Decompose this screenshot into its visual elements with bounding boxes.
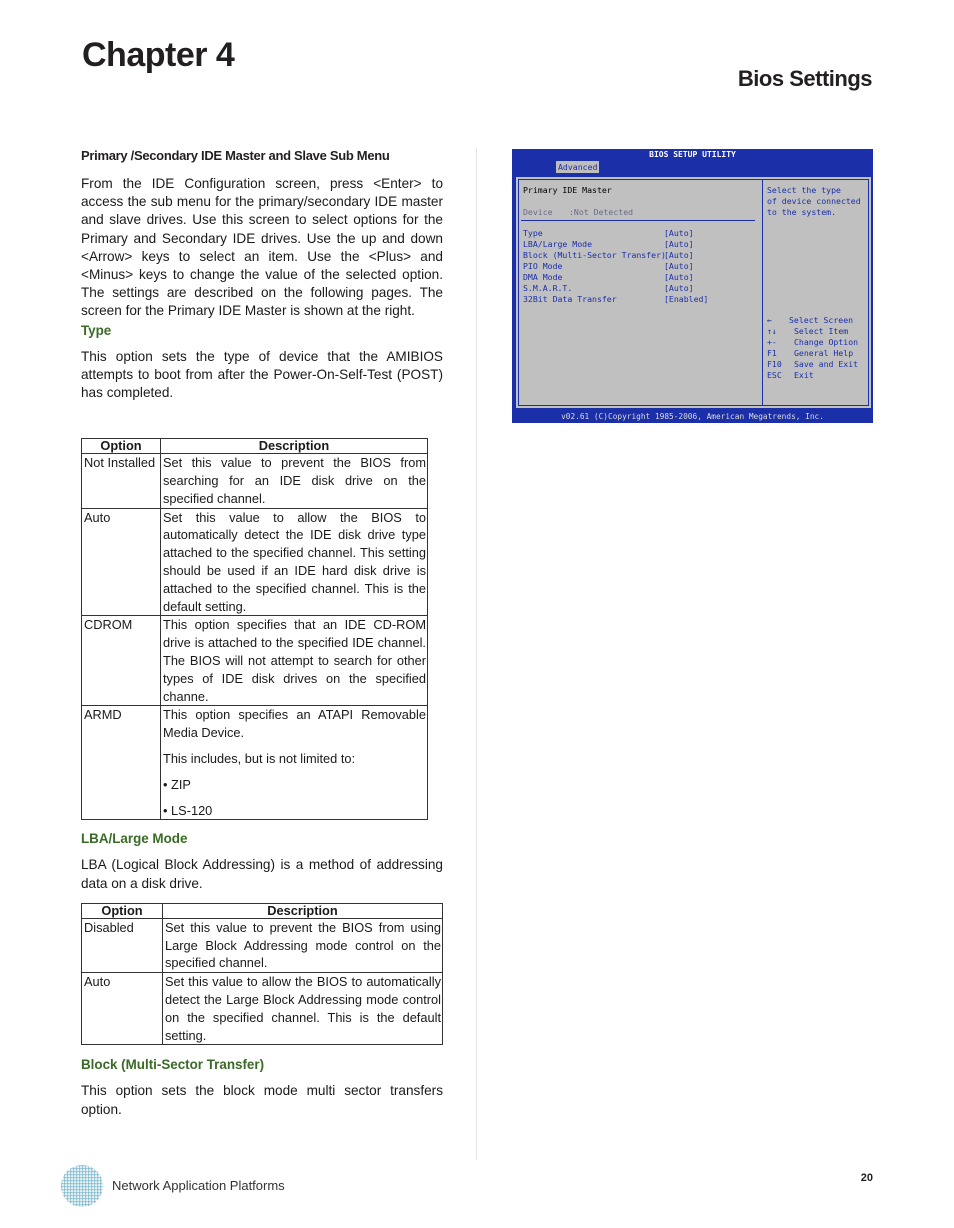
bios-key: ← xyxy=(767,315,772,325)
description-bullet: • ZIP xyxy=(163,776,191,792)
bios-device-label: Device xyxy=(523,207,553,217)
bios-item-type[interactable]: Type xyxy=(523,228,543,238)
bios-key: F10 xyxy=(767,359,782,369)
bios-item-lba-value[interactable]: [Auto] xyxy=(664,239,694,249)
type-options-table xyxy=(81,438,428,820)
bios-item-block-value[interactable]: [Auto] xyxy=(664,250,694,260)
description-cell: Set this value to prevent the BIOS from searching for an IDE disk drive on the specified channel. xyxy=(161,454,428,508)
description-cell: Set this value to allow the BIOS to automatically detect the Large Block Addressing mode control on the specified channel. This is the default setting. xyxy=(163,973,443,1045)
bios-key: ↑↓ xyxy=(767,326,777,336)
bios-key-action: Select Item xyxy=(794,326,849,336)
bios-key: +- xyxy=(767,337,777,347)
bios-horizontal-separator xyxy=(521,220,755,221)
option-cell: Not Installed xyxy=(82,454,161,508)
table-row xyxy=(82,454,428,508)
table-row xyxy=(82,973,443,1045)
col-option-header: Option xyxy=(82,439,161,454)
bios-device-value: :Not Detected xyxy=(569,207,634,217)
table-row xyxy=(82,616,428,706)
bios-key-action: Change Option xyxy=(794,337,859,347)
table-header-row xyxy=(82,903,443,918)
bios-item-smart[interactable]: S.M.A.R.T. xyxy=(523,283,573,293)
bios-title: BIOS SETUP UTILITY xyxy=(512,149,873,161)
option-cell: ARMD xyxy=(82,706,161,820)
bios-help-line: to the system. xyxy=(767,207,837,217)
bios-item-dma[interactable]: DMA Mode xyxy=(523,272,563,282)
bios-help-line: Select the type xyxy=(767,185,841,195)
table-row xyxy=(82,918,443,972)
bios-item-pio[interactable]: PIO Mode xyxy=(523,261,563,271)
col-description-header: Description xyxy=(161,439,428,454)
bios-panel-title: Primary IDE Master xyxy=(523,185,612,195)
option-cell: CDROM xyxy=(82,616,161,706)
subsection-heading: Primary /Secondary IDE Master and Slave Sub Menu xyxy=(81,148,390,163)
bios-menubar xyxy=(512,161,873,173)
option-cell: Auto xyxy=(82,508,161,616)
bios-item-32bit[interactable]: 32Bit Data Transfer xyxy=(523,294,617,304)
bios-screenshot xyxy=(512,149,873,423)
bios-key: ESC xyxy=(767,370,782,380)
bios-item-pio-value[interactable]: [Auto] xyxy=(664,261,694,271)
chapter-title: Chapter 4 xyxy=(82,36,235,74)
bios-item-block[interactable]: Block (Multi-Sector Transfer) xyxy=(523,250,666,260)
table-row xyxy=(82,706,428,820)
column-divider xyxy=(476,148,477,1160)
company-logo-icon xyxy=(60,1164,104,1208)
block-heading: Block (Multi-Sector Transfer) xyxy=(81,1057,265,1073)
description-cell: Set this value to allow the BIOS to automatically detect the IDE disk drive type attached to the specified channel. This setting should be used if an IDE hard disk drive is attached to the specified channel. This is the default setting. xyxy=(161,508,428,616)
description-cell: This option specifies that an IDE CD-ROM drive is attached to the specified IDE channel. The BIOS will not attempt to search for other types of IDE disk drives on the specified channe. xyxy=(161,616,428,706)
bios-item-lba[interactable]: LBA/Large Mode xyxy=(523,239,593,249)
bios-item-32bit-value[interactable]: [Enabled] xyxy=(664,294,709,304)
bios-item-dma-value[interactable]: [Auto] xyxy=(664,272,694,282)
bios-key: F1 xyxy=(767,348,777,358)
bios-key-action: Exit xyxy=(794,370,814,380)
lba-heading: LBA/Large Mode xyxy=(81,831,188,847)
type-heading: Type xyxy=(81,322,112,338)
page-number: 20 xyxy=(860,1172,873,1184)
lba-paragraph: LBA (Logical Block Addressing) is a method of addressing data on a disk drive. xyxy=(81,857,443,891)
section-title: Bios Settings xyxy=(737,66,872,91)
description-extra: This includes, but is not limited to: xyxy=(163,750,356,766)
option-cell: Auto xyxy=(82,973,163,1045)
col-option-header: Option xyxy=(82,903,163,918)
description-bullet: • LS-120 xyxy=(163,802,213,818)
description-text: This option specifies an ATAPI Removable Media Device. xyxy=(163,707,426,741)
description-cell: Set this value to prevent the BIOS from using Large Block Addressing mode control on the specified channel. xyxy=(163,918,443,972)
bios-panel-border xyxy=(518,179,869,406)
bios-copyright: v02.61 (C)Copyright 1985-2006, American Megatrends, Inc. xyxy=(561,412,824,421)
description-cell xyxy=(161,706,428,820)
bios-key-action: Select Screen xyxy=(789,315,854,325)
bios-item-type-value[interactable]: [Auto] xyxy=(664,228,694,238)
left-column xyxy=(81,148,443,1119)
type-paragraph: This option sets the type of device that the AMIBIOS attempts to boot from after the Power-On-Self-Test (POST) has completed. xyxy=(81,348,443,401)
intro-paragraph: From the IDE Configuration screen, press <Enter> to access the sub menu for the primary/secondary IDE master and slave drives. Use this screen to select options for the Primary and Secondary IDE drives. Use the up and down <Arrow> keys to select an item. Use the <Plus> and <Minus> keys to change the value of the selected option. The settings are described on the following pages. The screen for the Primary IDE Master is shown at the right. xyxy=(81,176,443,319)
tab-advanced[interactable]: Advanced xyxy=(558,162,598,172)
bios-item-smart-value[interactable]: [Auto] xyxy=(664,283,694,293)
option-cell: Disabled xyxy=(82,918,163,972)
table-header-row xyxy=(82,439,428,454)
bios-vertical-separator xyxy=(762,180,763,405)
table-row xyxy=(82,508,428,616)
block-paragraph: This option sets the block mode multi sector transfers option. xyxy=(81,1083,443,1117)
bios-panel xyxy=(515,176,872,409)
col-description-header: Description xyxy=(163,903,443,918)
bios-help-line: of device connected xyxy=(767,196,861,206)
lba-options-table xyxy=(81,903,443,1046)
footer-text: Network Application Platforms xyxy=(112,1178,285,1193)
bios-key-action: General Help xyxy=(794,348,854,358)
bios-key-action: Save and Exit xyxy=(794,359,859,369)
